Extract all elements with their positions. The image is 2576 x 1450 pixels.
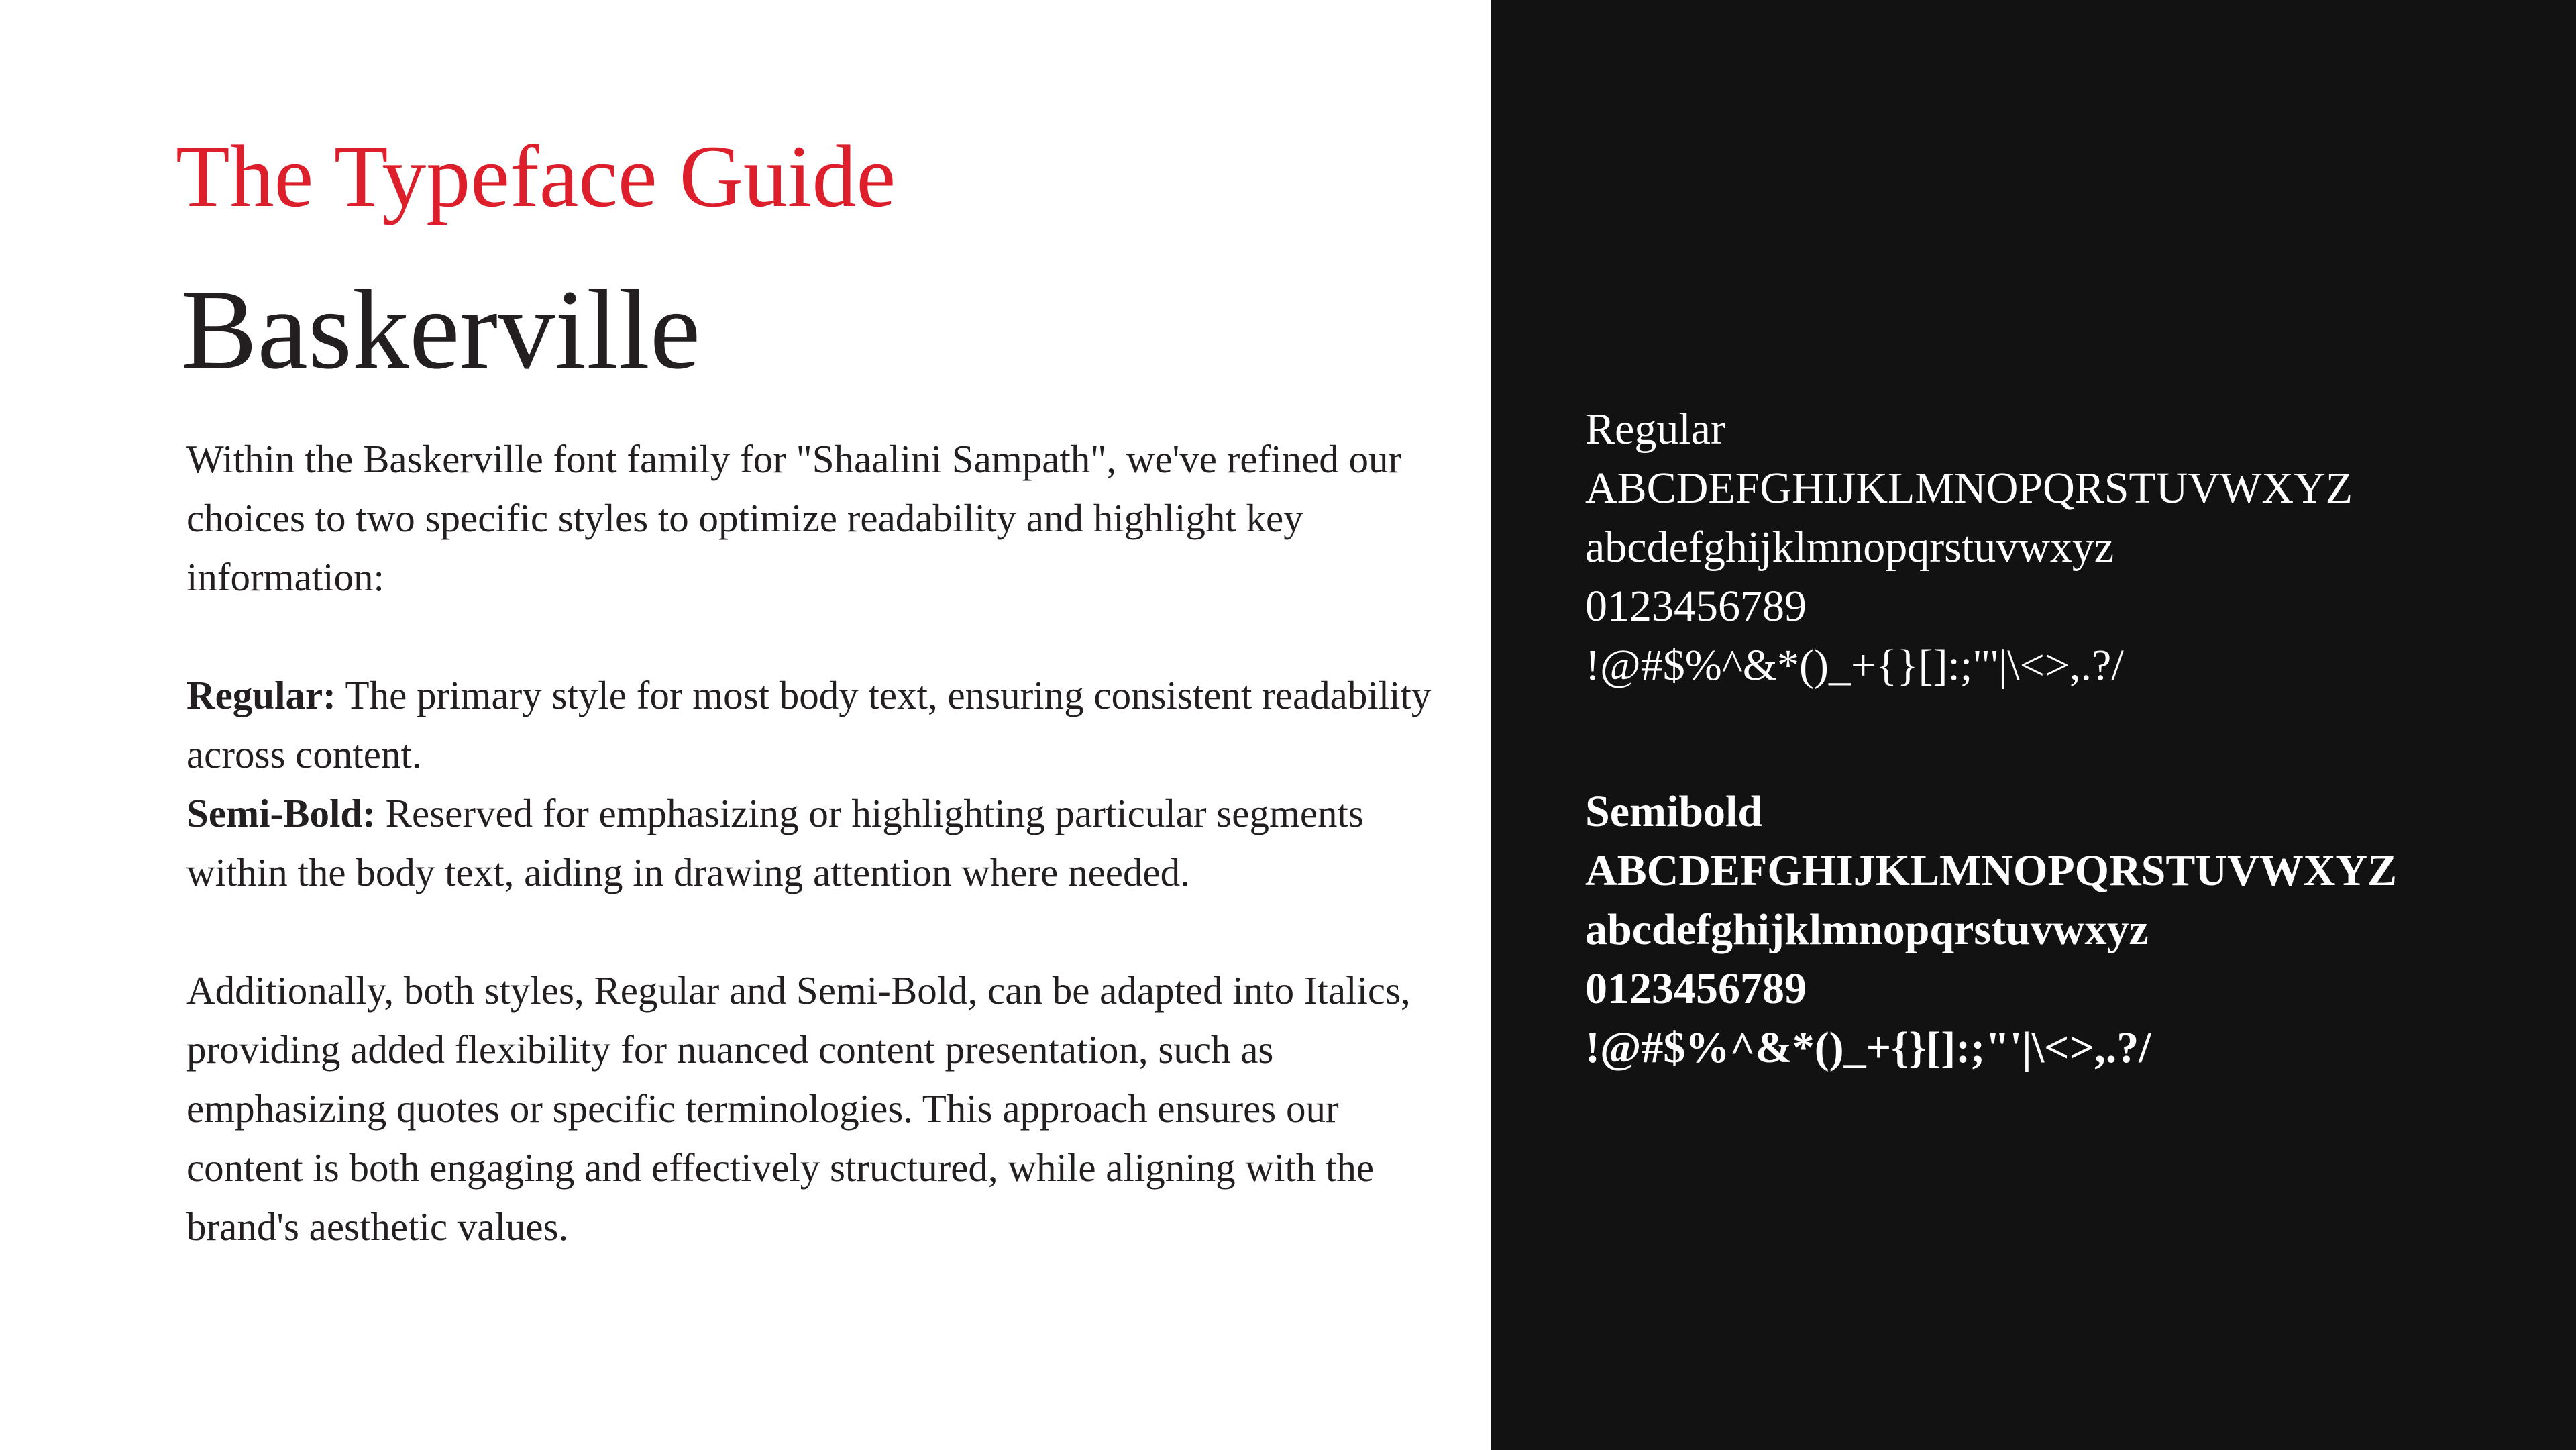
paragraph-spacer [186, 902, 1434, 961]
regular-specimen-name: Regular [1585, 405, 1725, 454]
semibold-numerals: 0123456789 [1585, 964, 1807, 1013]
guide-title: The Typeface Guide [176, 127, 896, 225]
semibold-uppercase: ABCDEFGHIJKLMNOPQRSTUVWXYZ [1585, 846, 2398, 895]
specimen-panel [1491, 0, 2576, 1450]
regular-uppercase: ABCDEFGHIJKLMNOPQRSTUVWXYZ [1585, 464, 2353, 513]
semibold-style-label: Semi-Bold: [186, 791, 376, 835]
closing-paragraph: Additionally, both styles, Regular and Semi-Bold, can be adapted into Italics, providing added flexibility for nuanced content presentation, such as emphasizing quotes or specific terminologies. This approach ensures our content is both engaging and effectively structured, while aligning with the brand's aesthetic values. [186, 968, 1411, 1249]
semibold-specimen [1585, 782, 2397, 1078]
semibold-specimen-name: Semibold [1585, 787, 1763, 836]
semibold-style-text: Reserved for emphasizing or highlighting particular segments within the body text, aiding in drawing attention where needed. [186, 791, 1364, 894]
paragraph-spacer [186, 607, 1434, 666]
regular-style-description [186, 666, 1434, 784]
description-body [186, 429, 1434, 1256]
semibold-symbols: !@#$%^&*()_+{}[]:;"'|\<>,.?/ [1585, 1023, 2151, 1072]
regular-style-label: Regular: [186, 673, 336, 717]
regular-symbols: !@#$%^&*()_+{}[]:;"'|\<>,.?/ [1585, 641, 2124, 690]
regular-numerals: 0123456789 [1585, 582, 1807, 631]
font-name-heading: Baskerville [181, 266, 701, 393]
regular-style-text: The primary style for most body text, ensuring consistent readability across content. [186, 673, 1432, 776]
regular-specimen [1585, 400, 2353, 695]
regular-lowercase: abcdefghijklmnopqrstuvwxyz [1585, 523, 2114, 572]
semibold-lowercase: abcdefghijklmnopqrstuvwxyz [1585, 905, 2149, 954]
semibold-style-description [186, 784, 1434, 902]
intro-paragraph: Within the Baskerville font family for "Shaalini Sampath", we've refined our choices to two specific styles to optimize readability and highlight key information: [186, 437, 1402, 599]
